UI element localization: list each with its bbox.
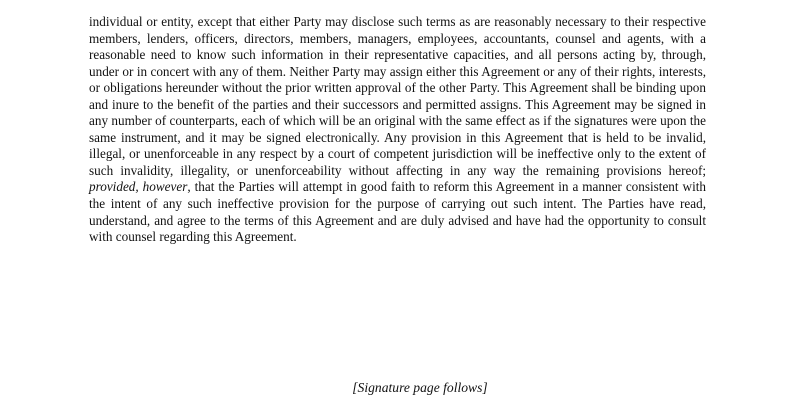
paragraph-italic-provided-however: provided, however xyxy=(89,179,188,195)
paragraph-text-part2: , that the Parties will attempt in good faith to reform this Agreement in a manner consistent with the intent of any such ineffective provision for the purpose of carrying out such intent. The Parties have read, understand, and agree to the terms of this Agreement and are duly advised and have had the opportunity to consult with counsel regarding this Agreement. xyxy=(89,179,706,245)
agreement-paragraph xyxy=(89,14,706,246)
paragraph-text-part1: individual or entity, except that either Party may disclose such terms as are reasonably necessary to their respective members, lenders, officers, directors, members, managers, employees, accountants, counsel and agents, with a reasonable need to know such information in their representative capacities, and all persons acting by, through, under or in concert with any of them. Neither Party may assign either this Agreement or any of their rights, interests, or obligations hereunder without the prior written approval of the other Party. This Agreement shall be binding upon and inure to the benefit of the parties and their successors and permitted assigns. This Agreement may be signed in any number of counterparts, each of which will be an original with the same effect as if the signatures were upon the same instrument, and it may be signed electronically. Any provision in this Agreement that is held to be invalid, illegal, or unenforceable in any respect by a court of competent jurisdiction will be ineffective only to the extent of such invalidity, illegality, or unenforceability without affecting in any way the remaining provisions hereof; xyxy=(89,14,706,178)
signature-page-note: [Signature page follows] xyxy=(352,380,488,395)
